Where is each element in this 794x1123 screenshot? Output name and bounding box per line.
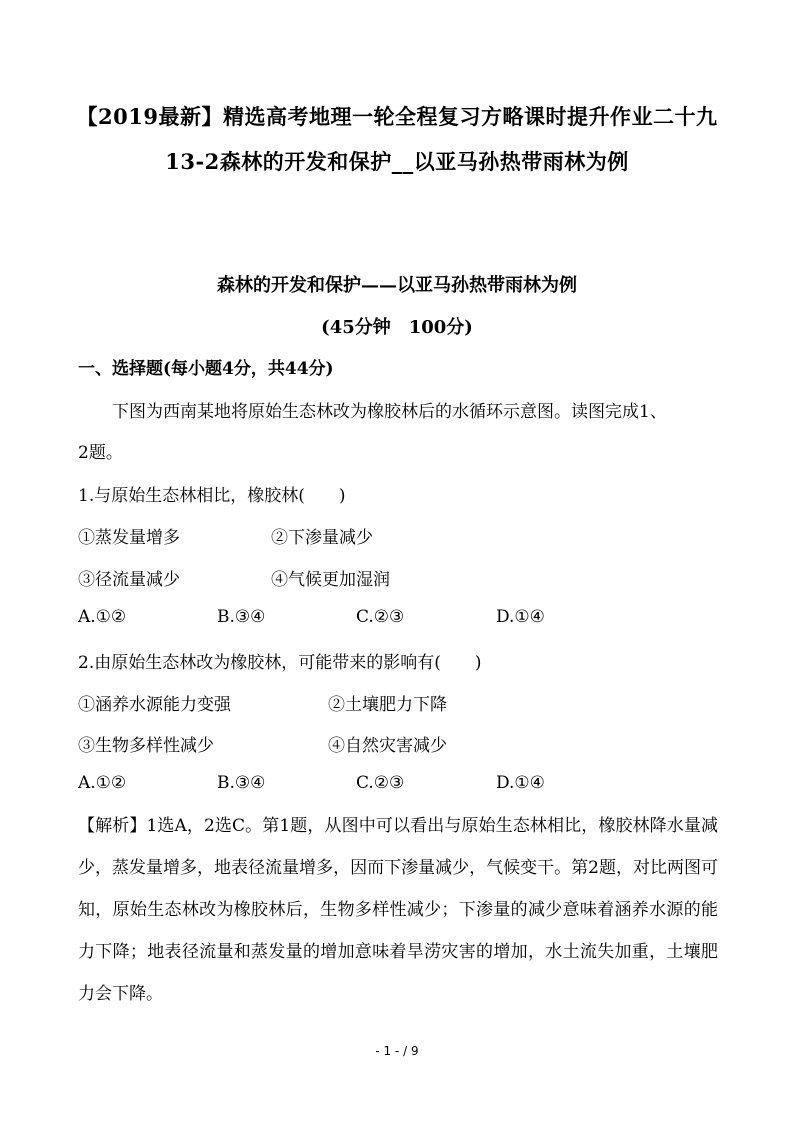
question-1-choice: C.②③ — [356, 607, 405, 627]
question-2-choice: C.②③ — [356, 773, 405, 793]
question-1-choice: D.①④ — [496, 607, 545, 627]
question-1-stem: 1.与原始生态林相比，橡胶林( ) — [78, 486, 346, 506]
document-title-line-2: 13-2森林的开发和保护__以亚马孙热带雨林为例 — [165, 149, 629, 174]
question-2-item: ②土壤肥力下降 — [328, 695, 447, 715]
question-1-item: ④气候更加湿润 — [271, 570, 390, 590]
analysis-text: 1选A，2选C。第1题，从图中可以看出与原始生态林相比，橡胶林降水量减少，蒸发量增多，地表径流量增多，因而下渗量减少，气候变干。第2题，对比两图可知，原始生态林改为橡胶林后，生物多样性减少；下渗量的减少意味着涵养水源的能力下降；地表径流量和蒸发量的增加意味着旱涝灾害的增加，水土流失加重，土壤肥力会下降。 — [78, 816, 719, 1004]
question-2-stem: 2.由原始生态林改为橡胶林，可能带来的影响有( ) — [78, 653, 482, 673]
question-2-choice: B.③④ — [217, 773, 266, 793]
intro-text-line-2: 2题。 — [78, 443, 123, 463]
question-2-choice: A.①② — [78, 773, 127, 793]
question-2-item: ①涵养水源能力变强 — [78, 695, 231, 715]
time-score-info: (45分钟 100分) — [321, 317, 473, 338]
page-number: - 1 - / 9 — [375, 1044, 419, 1058]
question-2-item: ④自然灾害减少 — [328, 736, 447, 756]
question-2-item: ③生物多样性减少 — [78, 736, 214, 756]
question-1-item: ①蒸发量增多 — [78, 528, 180, 548]
question-2-choice: D.①④ — [496, 773, 545, 793]
document-title-line-1: 【2019最新】精选高考地理一轮全程复习方略课时提升作业二十九 — [76, 104, 718, 129]
question-1-choice: B.③④ — [217, 607, 266, 627]
section-heading: 一、选择题(每小题4分，共44分) — [78, 359, 334, 379]
question-1-choice: A.①② — [78, 607, 127, 627]
analysis-paragraph — [78, 805, 718, 1015]
question-1-item: ③径流量减少 — [78, 570, 180, 590]
analysis-label: 【解析】 — [78, 816, 147, 836]
intro-text-line-1: 下图为西南某地将原始生态林改为橡胶林后的水循环示意图。读图完成1、 — [78, 402, 667, 422]
question-1-item: ②下渗量减少 — [271, 528, 373, 548]
lesson-subtitle: 森林的开发和保护——以亚马孙热带雨林为例 — [217, 275, 577, 296]
